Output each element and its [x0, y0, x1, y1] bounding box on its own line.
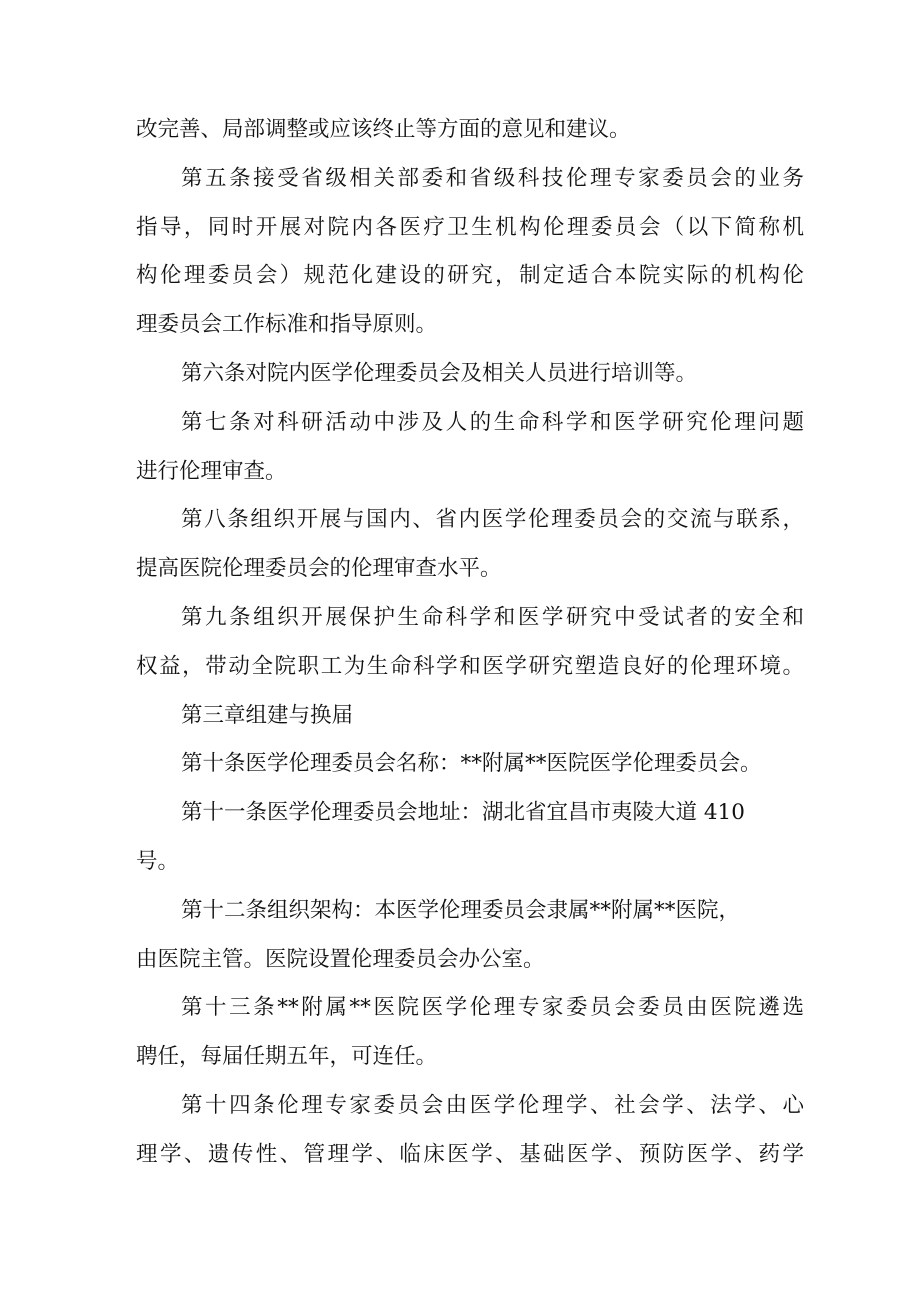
text-line: 进行伦理审查。 — [136, 458, 287, 484]
article-11-line: 第十一条医学伦理委员会地址：湖北省宜昌市夷陵大道 410 — [181, 800, 745, 826]
chapter-3-heading: 第三章组建与换届 — [181, 702, 354, 728]
text-line: 提高医院伦理委员会的伦理审查水平。 — [136, 556, 502, 582]
text-line: 构伦理委员会）规范化建设的研究，制定适合本院实际的机构伦 — [136, 263, 804, 289]
text-line: 理委员会工作标准和指导原则。 — [136, 312, 438, 338]
text-line: 聘任，每届任期五年，可连任。 — [136, 1044, 438, 1070]
article-12-line: 第十二条组织架构：本医学伦理委员会隶属**附属**医院， — [181, 897, 741, 923]
text-line: 改完善、局部调整或应该终止等方面的意见和建议。 — [136, 117, 631, 142]
document-body — [136, 106, 804, 1180]
article-8-line: 第八条组织开展与国内、省内医学伦理委员会的交流与联系， — [181, 507, 804, 533]
text-line: 由医院主管。医院设置伦理委员会办公室。 — [136, 946, 545, 972]
text-line: 指导，同时开展对院内各医疗卫生机构伦理委员会（以下简称机 — [136, 214, 804, 240]
article-9-line: 第九条组织开展保护生命科学和医学研究中受试者的安全和 — [181, 604, 804, 630]
article-7-line: 第七条对科研活动中涉及人的生命科学和医学研究伦理问题 — [181, 409, 804, 435]
article-5-line: 第五条接受省级相关部委和省级科技伦理专家委员会的业务 — [181, 165, 804, 191]
text-line: 理学、遗传性、管理学、临床医学、基础医学、预防医学、药学 — [136, 1141, 804, 1167]
article-13-line: 第十三条**附属**医院医学伦理专家委员会委员由医院遴选 — [181, 995, 804, 1021]
article-6-line: 第六条对院内医学伦理委员会及相关人员进行培训等。 — [181, 360, 698, 386]
article-10-line: 第十条医学伦理委员会名称：**附属**医院医学伦理委员会。 — [181, 751, 762, 777]
article-14-line: 第十四条伦理专家委员会由医学伦理学、社会学、法学、心 — [181, 1092, 804, 1118]
text-line: 权益，带动全院职工为生命科学和医学研究塑造良好的伦理环境。 — [136, 653, 804, 679]
text-line: 号。 — [136, 848, 180, 874]
